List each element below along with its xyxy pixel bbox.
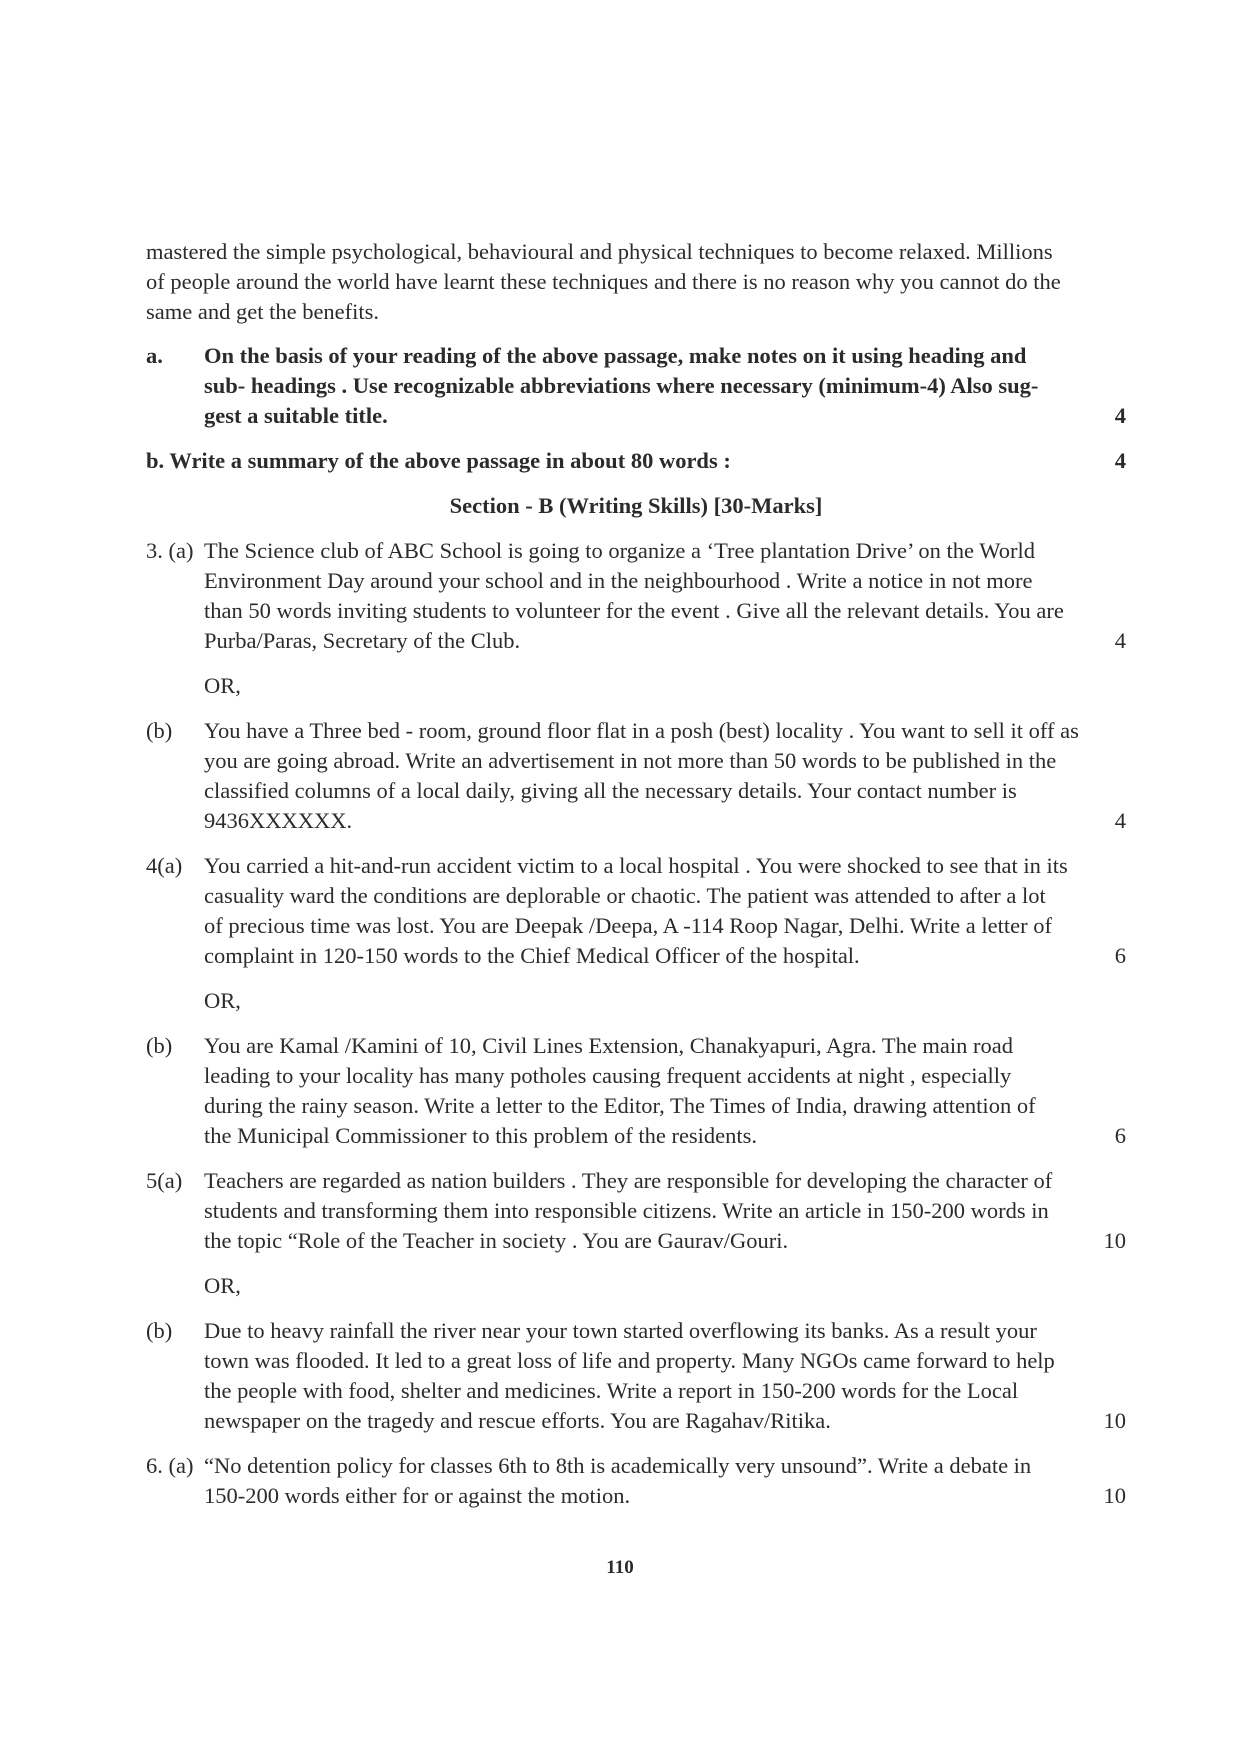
question-label: 5(a) bbox=[146, 1168, 183, 1193]
question-text bbox=[204, 1316, 1126, 1436]
question-line: of precious time was lost. You are Deepak /Deepa, A -114 Roop Nagar, Delhi. Write a letter of bbox=[204, 913, 1052, 938]
question-label: (b) bbox=[146, 1033, 173, 1058]
question-label: 4(a) bbox=[146, 853, 183, 878]
question-line: the people with food, shelter and medicines. Write a report in 150-200 words for the Local bbox=[204, 1378, 1019, 1403]
question-4a bbox=[146, 851, 1126, 971]
marks: 4 bbox=[1114, 808, 1126, 833]
marks: 4 bbox=[1114, 448, 1126, 473]
question-line: Environment Day around your school and in the neighbourhood . Write a notice in not more bbox=[204, 568, 1033, 593]
question-paper-page bbox=[146, 237, 1126, 1526]
passage-line: mastered the simple psychological, behavioural and physical techniques to become relaxed. Millions bbox=[146, 239, 1053, 264]
passage-continuation bbox=[146, 237, 1126, 327]
question-line: 9436XXXXXX. bbox=[204, 808, 353, 833]
question-text: b. Write a summary of the above passage in about 80 words : bbox=[146, 448, 731, 473]
question-line: You have a Three bed - room, ground floor flat in a posh (best) locality . You want to sell it off as bbox=[204, 718, 1079, 743]
question-label: (b) bbox=[146, 1318, 173, 1343]
marks: 10 bbox=[1103, 1483, 1126, 1508]
question-3a bbox=[146, 536, 1126, 656]
question-line: You are Kamal /Kamini of 10, Civil Lines Extension, Chanakyapuri, Agra. The main road bbox=[204, 1033, 1014, 1058]
question-2b bbox=[146, 446, 1126, 476]
question-text bbox=[204, 1031, 1126, 1151]
question-line: newspaper on the tragedy and rescue efforts. You are Ragahav/Ritika. bbox=[204, 1408, 831, 1433]
question-line: you are going abroad. Write an advertisement in not more than 50 words to be published in the bbox=[204, 748, 1057, 773]
question-label: 3. (a) bbox=[146, 538, 194, 563]
question-line: during the rainy season. Write a letter to the Editor, The Times of India, drawing attention of bbox=[204, 1093, 1036, 1118]
question-line: complaint in 120-150 words to the Chief Medical Officer of the hospital. bbox=[204, 943, 860, 968]
question-3b bbox=[146, 716, 1126, 836]
question-text bbox=[204, 851, 1126, 971]
question-line: The Science club of ABC School is going to organize a ‘Tree plantation Drive’ on the World bbox=[204, 538, 1035, 563]
passage-line: same and get the benefits. bbox=[146, 299, 380, 324]
question-5a bbox=[146, 1166, 1126, 1256]
question-line: Teachers are regarded as nation builders . They are responsible for developing the character of bbox=[204, 1168, 1053, 1193]
question-label: a. bbox=[146, 343, 163, 368]
passage-line: of people around the world have learnt these techniques and there is no reason why you cannot do the bbox=[146, 269, 1061, 294]
question-line: town was flooded. It led to a great loss of life and property. Many NGOs came forward to help bbox=[204, 1348, 1055, 1373]
marks: 10 bbox=[1103, 1408, 1126, 1433]
question-line: students and transforming them into responsible citizens. Write an article in 150-200 words in bbox=[204, 1198, 1049, 1223]
question-label: 6. (a) bbox=[146, 1453, 194, 1478]
question-line: gest a suitable title. bbox=[204, 403, 388, 428]
question-5b bbox=[146, 1316, 1126, 1436]
or-separator: OR, bbox=[204, 1273, 241, 1298]
or-separator: OR, bbox=[204, 988, 241, 1013]
section-title: Section - B (Writing Skills) [30-Marks] bbox=[449, 493, 823, 518]
question-line: Due to heavy rainfall the river near your town started overflowing its banks. As a result your bbox=[204, 1318, 1037, 1343]
question-line: “No detention policy for classes 6th to 8th is academically very unsound”. Write a debate in bbox=[204, 1453, 1032, 1478]
question-line: classified columns of a local daily, giving all the necessary details. Your contact number is bbox=[204, 778, 1017, 803]
question-label: (b) bbox=[146, 718, 173, 743]
question-line: You carried a hit-and-run accident victim to a local hospital . You were shocked to see that in its bbox=[204, 853, 1068, 878]
question-text bbox=[204, 341, 1126, 431]
question-line: Purba/Paras, Secretary of the Club. bbox=[204, 628, 521, 653]
question-line: sub- headings . Use recognizable abbreviations where necessary (minimum-4) Also sug- bbox=[204, 373, 1039, 398]
marks: 4 bbox=[1114, 628, 1126, 653]
question-4b bbox=[146, 1031, 1126, 1151]
question-line: the topic “Role of the Teacher in society . You are Gaurav/Gouri. bbox=[204, 1228, 789, 1253]
question-text bbox=[204, 536, 1126, 656]
or-separator: OR, bbox=[204, 673, 241, 698]
question-line: On the basis of your reading of the above passage, make notes on it using heading and bbox=[204, 343, 1027, 368]
question-line: casuality ward the conditions are deplorable or chaotic. The patient was attended to after a lot bbox=[204, 883, 1046, 908]
page-number: 110 bbox=[606, 1557, 634, 1578]
question-text bbox=[204, 716, 1126, 836]
question-text bbox=[204, 1166, 1126, 1256]
marks: 10 bbox=[1103, 1228, 1126, 1253]
question-6a bbox=[146, 1451, 1126, 1511]
question-text bbox=[204, 1451, 1126, 1511]
question-line: 150-200 words either for or against the motion. bbox=[204, 1483, 631, 1508]
marks: 6 bbox=[1114, 943, 1126, 968]
question-line: the Municipal Commissioner to this problem of the residents. bbox=[204, 1123, 758, 1148]
question-line: than 50 words inviting students to volunteer for the event . Give all the relevant details. You are bbox=[204, 598, 1064, 623]
question-2a bbox=[146, 341, 1126, 431]
question-line: leading to your locality has many potholes causing frequent accidents at night , especially bbox=[204, 1063, 1012, 1088]
marks: 4 bbox=[1114, 403, 1126, 428]
marks: 6 bbox=[1114, 1123, 1126, 1148]
